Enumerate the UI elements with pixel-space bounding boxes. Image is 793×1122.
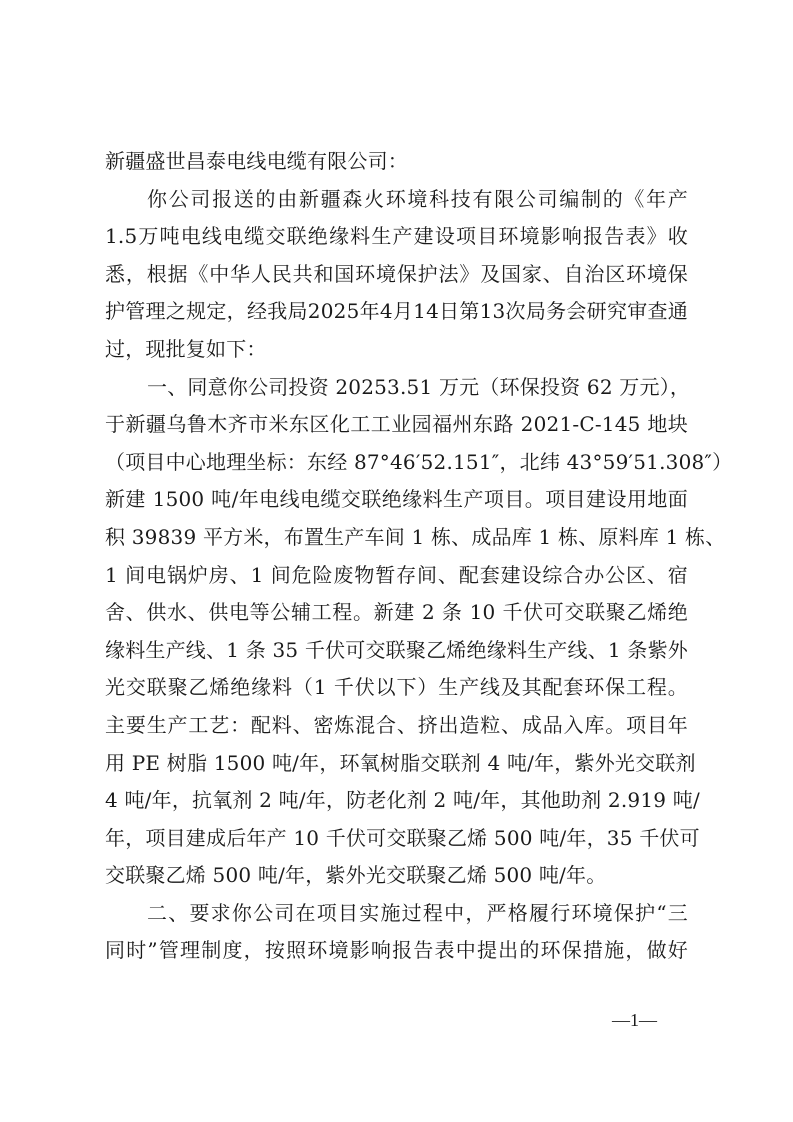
paragraph-line: 积 39839 平方米，布置生产车间 1 栋、成品库 1 栋、原料库 1 栋、 xyxy=(105,524,726,549)
paragraph-line: 过，现批复如下： xyxy=(105,336,267,361)
paragraph-line: 缘料生产线、1 条 35 千伏可交联聚乙烯绝缘料生产线、1 条紫外 xyxy=(105,637,688,662)
paragraph-line: 同时”管理制度，按照环境影响报告表中提出的环保措施，做好 xyxy=(105,938,688,963)
paragraph-line: 你公司报送的由新疆森火环境科技有限公司编制的《年产 xyxy=(147,186,688,211)
salutation: 新疆盛世昌泰电线电缆有限公司： xyxy=(105,149,408,173)
page-number: —1— xyxy=(612,1010,657,1030)
paragraph-line: 年，项目建成后年产 10 千伏可交联聚乙烯 500 吨/年，35 千伏可 xyxy=(105,825,700,850)
paragraph-line: 悉，根据《中华人民共和国环境保护法》及国家、自治区环境保 xyxy=(105,261,688,286)
paragraph-line: 一、同意你公司投资 20253.51 万元（环保投资 62 万元）， xyxy=(147,374,691,399)
paragraph-line: 交联聚乙烯 500 吨/年，紫外光交联聚乙烯 500 吨/年。 xyxy=(105,863,607,888)
paragraph-line: 用 PE 树脂 1500 吨/年，环氧树脂交联剂 4 吨/年，紫外光交联剂 xyxy=(105,750,696,775)
paragraph-line: 舍、供水、供电等公辅工程。新建 2 条 10 千伏可交联聚乙烯绝 xyxy=(105,600,688,625)
paragraph-line: 主要生产工艺：配料、密炼混合、挤出造粒、成品入库。项目年 xyxy=(105,712,688,737)
paragraph-line: 光交联聚乙烯绝缘料（1 千伏以下）生产线及其配套环保工程。 xyxy=(105,675,688,700)
paragraph-1 xyxy=(105,181,688,369)
letter-body xyxy=(105,143,733,970)
paragraph-3 xyxy=(105,895,688,970)
paragraph-line: （项目中心地理坐标：东经 87°46′52.151″，北纬 43°59′51.308″） xyxy=(105,449,733,474)
paragraph-line: 1.5万吨电线电缆交联绝缘料生产建设项目环境影响报告表》收 xyxy=(105,224,688,249)
paragraph-2 xyxy=(105,369,733,895)
paragraph-line: 二、要求你公司在项目实施过程中，严格履行环境保护“三 xyxy=(147,900,688,925)
paragraph-line: 4 吨/年，抗氧剂 2 吨/年，防老化剂 2 吨/年，其他助剂 2.919 吨/ xyxy=(105,788,700,813)
paragraph-line: 新建 1500 吨/年电线电缆交联绝缘料生产项目。项目建设用地面 xyxy=(105,487,688,512)
paragraph-line: 护管理之规定，经我局2025年4月14日第13次局务会研究审查通 xyxy=(105,299,688,324)
paragraph-line: 于新疆乌鲁木齐市米东区化工工业园福州东路 2021-C-145 地块 xyxy=(105,412,688,437)
paragraph-line: 1 间电锅炉房、1 间危险废物暂存间、配套建设综合办公区、宿 xyxy=(105,562,688,587)
